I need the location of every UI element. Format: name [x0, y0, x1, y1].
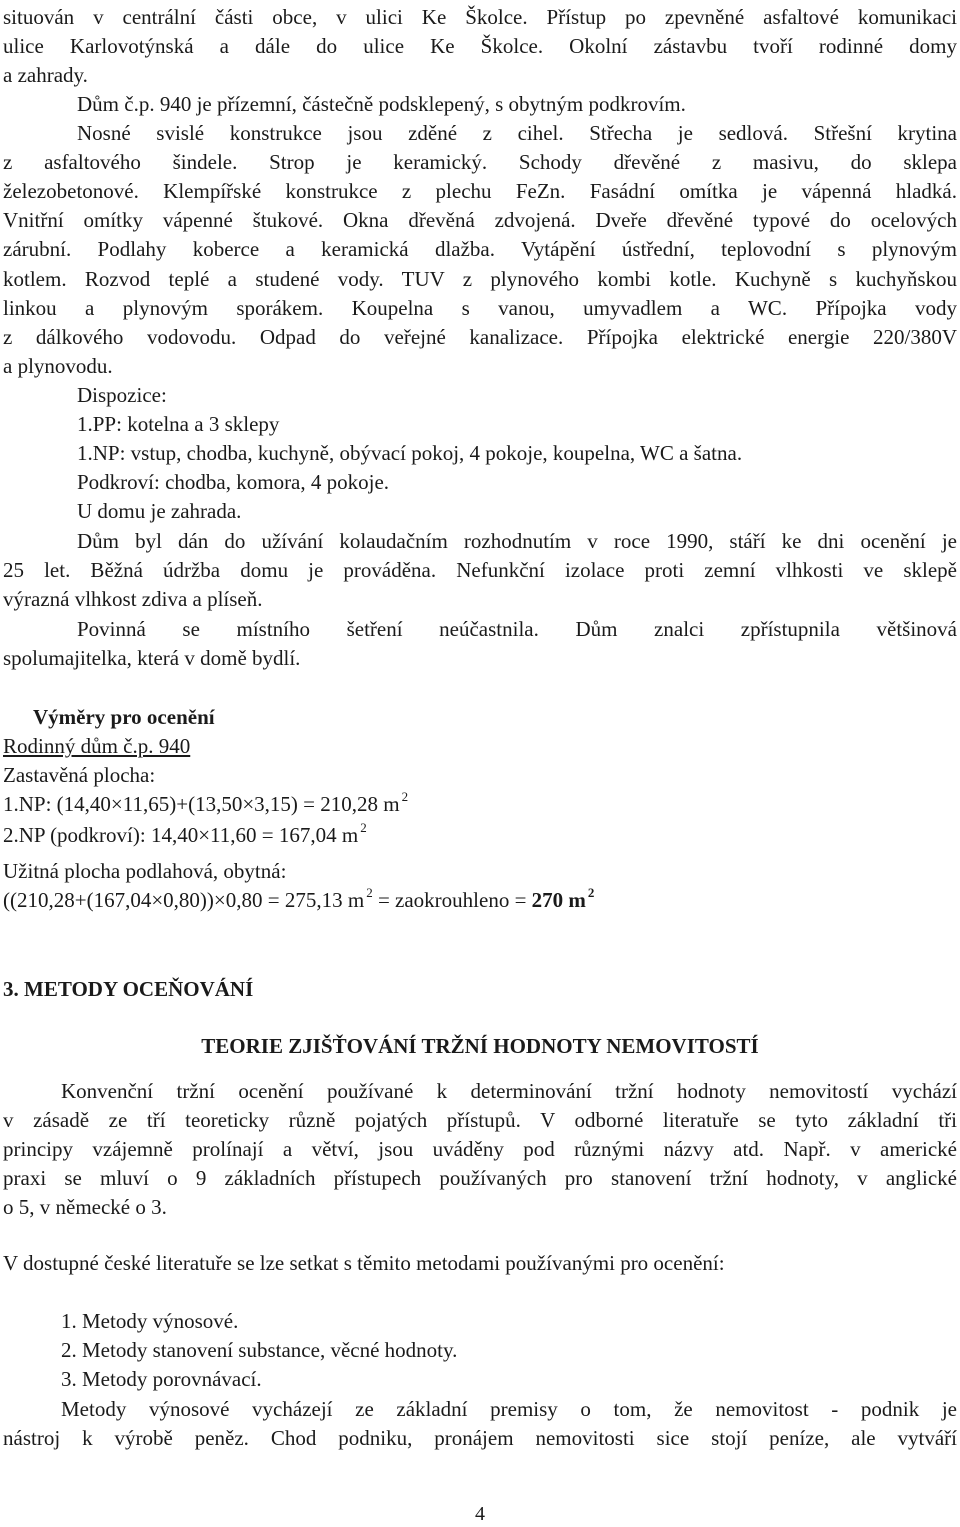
usable-area-result: 270 m $^2$ [531, 885, 595, 913]
theory-paragraph [3, 1077, 957, 1222]
intro-paragraph [3, 3, 957, 90]
text-line: 1.NP: vstup, chodba, kuchyně, obývací pokoj, 4 pokoje, koupelna, WC a šatna. [77, 441, 743, 466]
text-line: z dálkového vodovodu. Odpad do veřejné kanalizace. Přípojka elektrické energie 220/380V [3, 324, 957, 349]
closing-paragraph [3, 1395, 957, 1453]
usable-area-label: Užitná plocha podlahová, obytná: [3, 859, 287, 883]
text-line: Vnitřní omítky vápenné štukové. Okna dřevěná zdvojená. Dveře dřevěné typové do ocelových [3, 208, 957, 233]
text-line: kotlem. Rozvod teplé a studené vody. TUV z plynového kombi kotle. Kuchyně s kuchyňskou [3, 266, 957, 291]
usable-area [3, 857, 957, 917]
text-line: Dům byl dán do užívání kolaudačním rozhodnutím v roce 1990, stáří ke dni ocenění je [77, 529, 957, 553]
description-paragraph [3, 90, 957, 381]
usable-area-formula: ((210,28+(167,04×0,80))×0,80 = 275,13 m $^2$ = zaokrouhleno = 270 m $^2$ [3, 885, 595, 913]
text-line: principy vzájemně prolínají a větví, jsou uváděny pod různými názvy atd. Např. v americké [3, 1137, 957, 1162]
dispozice-list [3, 381, 957, 526]
text-line: Dům č.p. 940 je přízemní, částečně podsklepený, s obytným podkrovím. [77, 92, 686, 116]
list-item: 2. Metody stanovení substance, věcné hodnoty. [61, 1338, 458, 1363]
section-heading: 3. METODY OCEŇOVÁNÍ [3, 977, 254, 1001]
text-line: linkou a plynovým sporákem. Koupelna s vanou, umyvadlem a WC. Přípojka vody [3, 295, 957, 320]
methods-list [3, 1307, 957, 1394]
text-line: 25 let. Běžná údržba domu je prováděna. Nefunkční izolace proti zemní vlhkosti ve sklepě [3, 558, 957, 583]
text-line: železobetonové. Klempířské konstrukce z plechu FeZn. Fasádní omítka je vápenná hladká. [3, 179, 957, 204]
text-line: Nosné svislé konstrukce jsou zděné z cihel. Střecha je sedlová. Střešní krytina [77, 121, 957, 146]
vymery-heading: Výměry pro ocenění [33, 705, 215, 729]
literature-line: V dostupné české literatuře se lze setkat s těmito metodami používanými pro ocenění: [3, 1251, 725, 1275]
text-line: výrazná vlhkost zdiva a plíseň. [3, 587, 263, 612]
text-line: situován v centrální části obce, v ulici Ke Školce. Přístup po zpevněné asfaltové komunikaci [3, 5, 957, 29]
text-line: zárubní. Podlahy koberce a keramická dlažba. Vytápění ústřední, teplovodní s plynovým [3, 237, 957, 262]
text-line: ulice Karlovotýnská a dále do ulice Ke Školce. Okolní zástavbu tvoří rodinné domy [3, 34, 957, 59]
np1-formula: 1.NP: (14,40×11,65)+(13,50×3,15) = 210,28 m $^2$ [3, 789, 409, 817]
np2-formula: 2.NP (podkroví): 14,40×11,60 = 167,04 m $^2$ [3, 820, 367, 848]
list-item: 1. Metody výnosové. [61, 1309, 239, 1333]
theory-heading: TEORIE ZJIŠŤOVÁNÍ TRŽNÍ HODNOTY NEMOVITOSTÍ [201, 1034, 759, 1058]
text-line: a plynovodu. [3, 353, 113, 378]
list-item: 3. Metody porovnávací. [61, 1367, 262, 1392]
text-line: Konvenční tržní ocenění používané k determinování tržní hodnoty nemovitostí vychází [61, 1079, 957, 1103]
text-line: spolumajitelka, která v domě bydlí. [3, 646, 301, 671]
built-area-label: Zastavěná plocha: [3, 763, 156, 788]
page-number: 4 [475, 1503, 485, 1525]
text-line: Metody výnosové vycházejí ze základní premisy o tom, že nemovitost - podnik je [61, 1397, 957, 1421]
text-line: v zásadě ze tří teoreticky různě pojatých přístupů. V odborné literatuře se tyto základní tři [3, 1108, 957, 1133]
text-line: z asfaltového šindele. Strop je keramický. Schody dřevěné z masivu, do sklepa [3, 150, 957, 175]
text-line: Dispozice: [77, 383, 167, 407]
text-line: nástroj k výrobě peněz. Chod podniku, pronájem nemovitosti sice stojí peníze, ale vytváří [3, 1426, 957, 1451]
object-name: Rodinný dům č.p. 940 [3, 734, 191, 759]
text-line: Podkroví: chodba, komora, 4 pokoje. [77, 470, 390, 495]
text-line: praxi se mluví o 9 základních přístupech používaných pro stanovení tržní hodnoty, v anglické [3, 1166, 957, 1191]
text-line: U domu je zahrada. [77, 499, 242, 524]
presence-paragraph [3, 615, 957, 673]
text-line: o 5, v německé o 3. [3, 1195, 167, 1220]
vymery-section [3, 703, 957, 852]
text-line: Povinná se místního šetření neúčastnila. Dům znalci zpřístupnila většinová [77, 617, 957, 641]
text-line: a zahrady. [3, 63, 88, 88]
age-paragraph [3, 527, 957, 614]
text-line: 1.PP: kotelna a 3 sklepy [77, 412, 280, 437]
